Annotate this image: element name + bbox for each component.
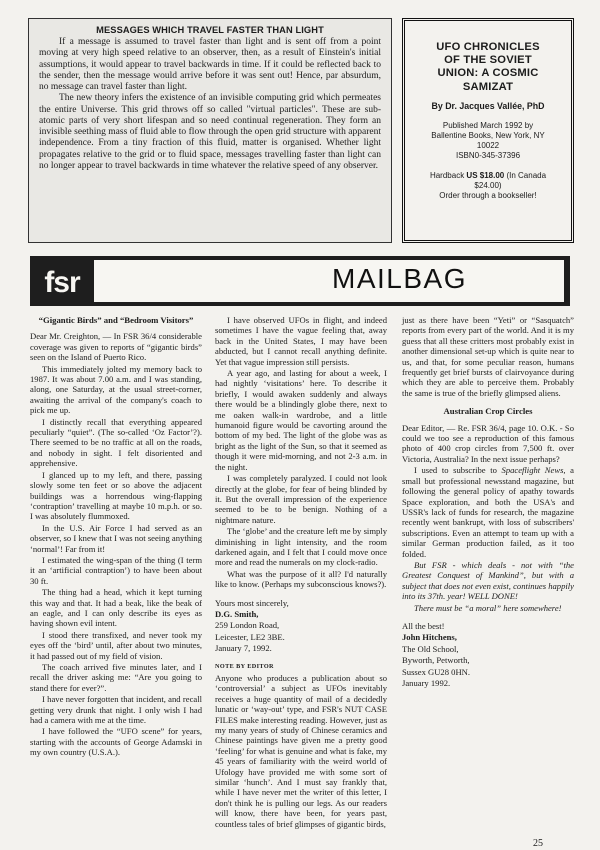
letter-paragraph: A year ago, and lasting for about a week, I had nightly ‘visitations’ here. To describe it briefly, I would awaken suddenly and always there would be a blindingly globe there, next to me oaken walk-in wardrobe, and a little humanoid figure would be cavorting around the bottom of my bed. The light of the globe was as bright as the light of the Sun, so that it seemed as though it were mid-morning, and not 2-3 a.m. in the night.: [215, 368, 387, 472]
price: US $18.00: [466, 170, 505, 180]
letter-paragraph: I stood there transfixed, and never took my eyes off the ‘bird’ until, after about two minutes, it had passed out of my field of vision.: [30, 629, 202, 661]
letter-heading: Australian Crop Circles: [443, 406, 533, 417]
book-advert-box: [402, 18, 574, 243]
signature-line: Sussex GU28 0HN.: [402, 666, 471, 677]
signature-name: D.G. Smith,: [215, 608, 259, 619]
order-line: Order through a bookseller!: [439, 190, 537, 200]
editor-comment: There must be “a moral” here somewhere!: [414, 602, 562, 613]
letter-paragraph: What was the purpose of it all? I'd naturally like to know. (Perhaps my subconscious knows?).: [215, 568, 387, 590]
signature-line: 259 London Road,: [215, 620, 280, 631]
letter-paragraph: The thing had a head, which it kept turning this way and that. It had a beak, like the beak of an eagle, and I can only describe its eyes as having shown evil intent.: [30, 587, 202, 629]
signature-line: Leicester, LE2 3BE.: [215, 631, 285, 642]
mailbag-title: MAILBAG: [332, 263, 467, 294]
book-title: UFO CHRONICLES OF THE SOVIET UNION: A COSMIC SAMIZAT: [436, 41, 540, 93]
book-author: By Dr. Jacques Vallée, PhD: [431, 100, 545, 111]
column-2: [215, 315, 387, 830]
box-paragraph-2: The new theory infers the existence of an invisible computing grid which permeates the entire Universe. This grid throws off so called "virtual particles". These are sub-atomic parts of very short lifespan and so need continual regeneration. They form an invisible seething mass of fluid able to flow through the open grid structure with apparent independence. From a tiny fraction of this fluid, matter is organised. Whether light propagates relative to the grid or to fluid space, messages travelling faster than light can no longer appear to travel backwards in time whatever the relative speed of any observer.: [39, 93, 381, 171]
faster-than-light-box: [28, 18, 392, 243]
letter-paragraph: I distinctly recall that everything appeared peculiarly “quiet”. (The so-called ‘Oz Factor’?). There seemed to be no traffic at all on the roads, and nobody in sight. I felt disoriented and apprehensive.: [30, 416, 202, 469]
editor-note-text: Anyone who produces a publication about so ‘controversial’ a subject as UFOs inevitably receives a huge quantity of mail of a decidedly lunatic or ‘way-out’ type, and FSR's NUT CASE FILES make interesting reading. However, just as my many years of study of Chinese ceramics and Chinese paintings have given me a pretty good ‘feeling’ for what is genuine and what is fake, my 45 years of familiarity with the weird world of Ufology have provided me with some sort of similar ‘hunch’. And I must say frankly that, while I have never met the writer of this letter, I don't think he is pulling our legs. As our readers will know, there have been, for years past, countless tales of brief glimpses of gigantic birds,: [215, 673, 387, 829]
letter-paragraph: I have never forgotten that incident, and recall getting very drunk that night. I only wish I had had a camera with me at the time.: [30, 694, 202, 726]
letter-paragraph: The coach arrived five minutes later, and I recall the driver asking me: “Are you going to stand there for ever?”.: [30, 662, 202, 693]
letter-paragraph: I was completely paralyzed. I could not look directly at the globe, for fear of being blinded by it. But the overall impression of the experience seemed to be to be benign. Nothing of a nightmare nature.: [215, 473, 387, 525]
letter-paragraph: This immediately jolted my memory back to 1987. It was about 7.00 a.m. and I was standing, along, one Saturday, at the usual street-corner, awaiting the arrival of the company's coach to pick me up.: [30, 363, 202, 416]
letter-paragraph: In the U.S. Air Force I had served as an observer, so I knew that I was not seeing anything ‘normal’! Far from it!: [30, 522, 202, 554]
letter-heading: “Gigantic Birds” and “Bedroom Visitors”: [38, 315, 194, 325]
box-title: MESSAGES WHICH TRAVEL FASTER THAN LIGHT: [96, 25, 324, 35]
letter-paragraph: I estimated the wing-span of the thing (I term it an ‘artificial contraption’) to have been about 30 ft.: [30, 554, 202, 586]
box-paragraph-1: If a message is assumed to travel faster than light and is sent off from a point moving at very high speed relative to an observer, then, as a result of Einstein's initial assumptions, it would appear to travel backwards in time. If it could be reflected back to the sender, then the message would arrive before it was sent out! Hence, par absurdum, no message can travel faster than light.: [39, 37, 381, 92]
signature-line: Yours most sincerely,: [215, 597, 289, 608]
letter-paragraph: The ‘globe’ and the creature left me by simply diminishing in light intensity, and the room darkened again, and I felt that I could move once more and read the numerals on my clock-radio.: [215, 526, 387, 568]
signature-line: All the best!: [402, 620, 445, 631]
editor-note-text-continued: just as there have been “Yeti” or “Sasquatch” reports from every part of the world. And it is my guess that all these critters most probably exist in another dimensional set-up which is quite near to us, and that, for some peculiar reason, humans frequently get brief bursts of clairvoyance during which they are able to perceive them. Probably the same is true of the briefly glimpsed aliens.: [402, 315, 574, 398]
signature-date: January 1992.: [402, 678, 451, 688]
signature-line: The Old School,: [402, 643, 459, 654]
fsr-logo-text: fsr: [44, 266, 80, 299]
column-1: [30, 315, 202, 759]
column-3: [402, 315, 574, 689]
signature-name: John Hitchens,: [402, 632, 457, 643]
editor-note-heading: NOTE BY EDITOR: [215, 662, 274, 670]
letter-paragraph: I have followed the “UFO scene” for years, starting with the accounts of George Adamski in my own country (U.S.A.).: [30, 726, 202, 758]
mailbag-header-panel: [94, 260, 564, 302]
fsr-logo: [30, 256, 94, 306]
letter-paragraph: I used to subscribe to Spaceflight News, a small but professional newsstand magazine, but following the general policy of apathy towards Space exploration, and both the USA's and USSR's lack of funds for research, the magazine recently went bankrupt, with loss of subscribers' subscriptions. Even an attempt to team up with a similar German production failed, as it too folded.: [402, 465, 574, 559]
publication-info: Published March 1992 by Ballentine Books, New York, NY 10022 ISBN0-345-37396: [431, 120, 545, 160]
signature-line: Byworth, Petworth,: [402, 655, 470, 666]
letter-paragraph: I have observed UFOs in flight, and indeed sometimes I have the vague feeling that, away back in the United States, I may have been abducted, but I cannot recall anything definite. Yet that vague impression still persists.: [215, 315, 387, 367]
page-number: 25: [533, 838, 543, 849]
signature-date: January 7, 1992.: [215, 643, 272, 654]
letter-paragraph: I glanced up to my left, and there, passing slowly some ten feet or so above the adjacent buildings was a horrendous wing-flapping ‘contraption’ travelling at maybe 10 m.p.h. or so. I was absolutely flummoxed.: [30, 469, 202, 522]
letter-paragraph: Dear Editor, — Re. FSR 36/4, page 10. O.K. - So could we too see a reproduction of this famous photo of 400 crop circles from 7,500 ft. over Victoria, Australia? In the next issue perhaps?: [402, 422, 574, 464]
price-info: Hardback US $18.00 (In Canada $24.00) Order through a bookseller!: [413, 171, 563, 201]
letter-paragraph: Dear Mr. Creighton, — In FSR 36/4 considerable coverage was given to reports of “gigantic birds” seen on the Island of Puerto Rico.: [30, 331, 202, 363]
editor-comment: But FSR - which deals - not with “the Greatest Conquest of Mankind”, but with a subject that does not even exist, continues happily into its 37th. year! WELL DONE!: [402, 559, 574, 602]
